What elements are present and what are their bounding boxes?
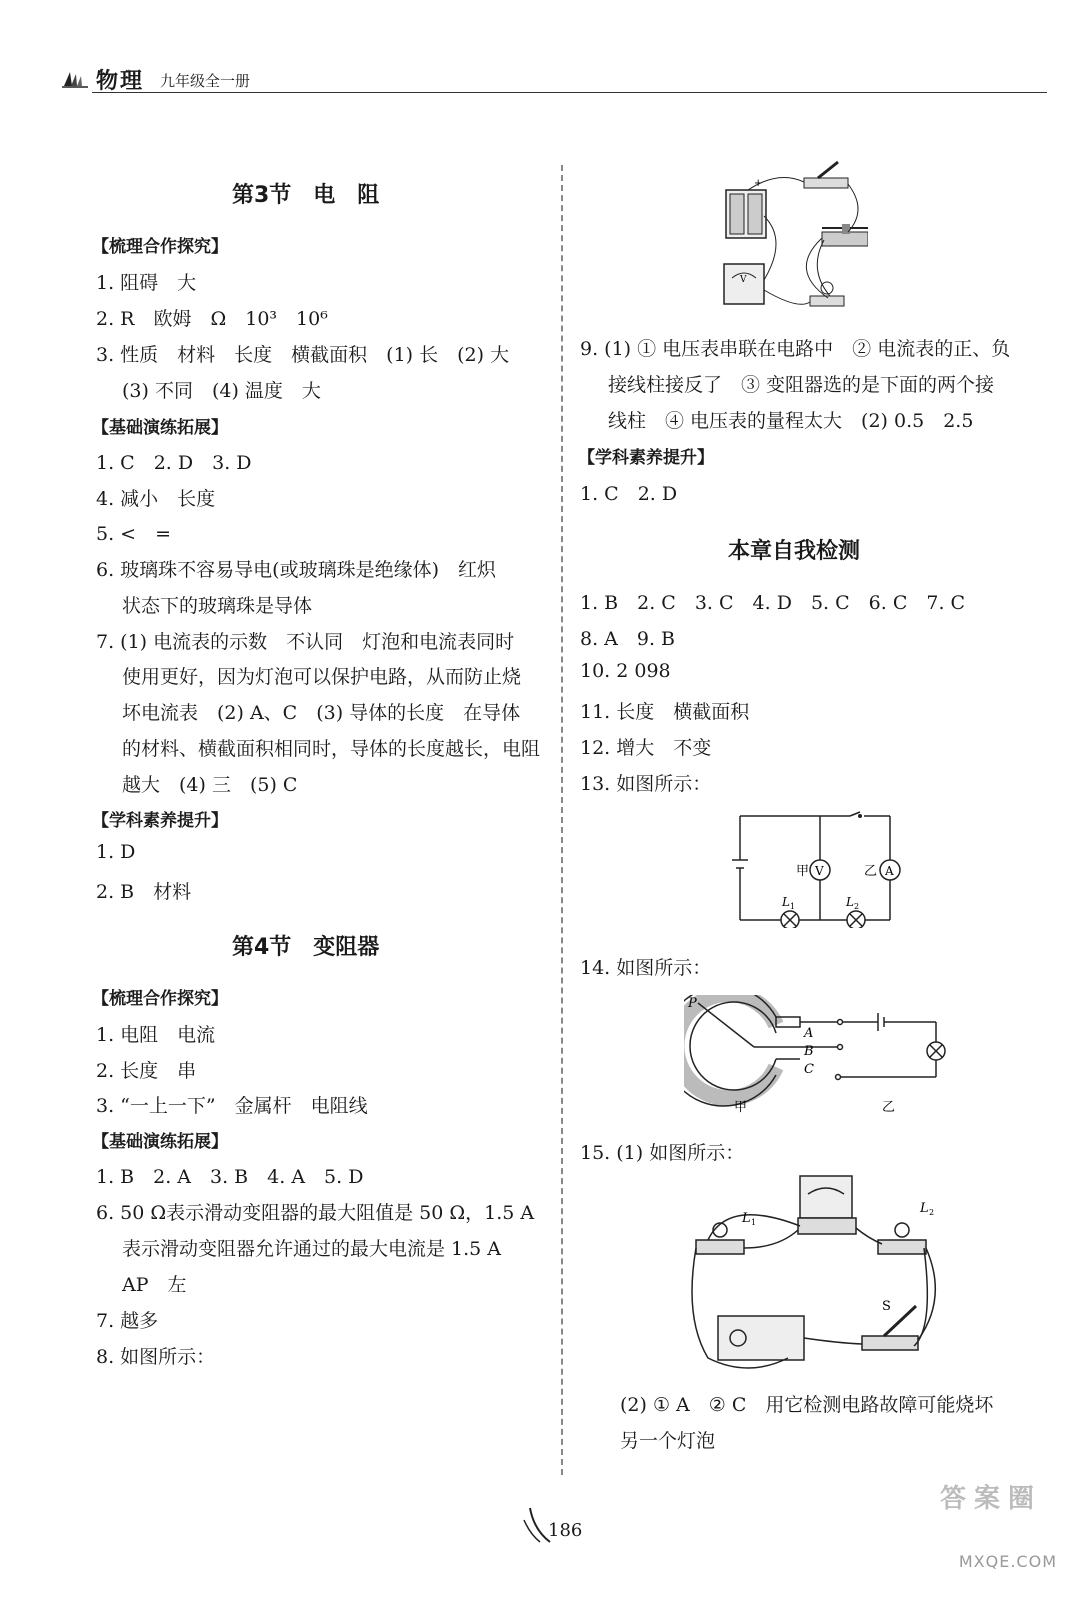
section-4-tag-1: 【梳理合作探究】 (92, 989, 228, 1009)
answer-line: 2. 长度 串 (96, 1060, 197, 1082)
answer-line: 6. 50 Ω表示滑动变阻器的最大阻值是 50 Ω，1.5 A (96, 1202, 535, 1224)
answer-line: 1. C 2. D 3. D (96, 452, 252, 474)
figure-14-circuit (684, 995, 954, 1115)
jia-label: 甲 (734, 1100, 748, 1115)
answer-line: (2) ① A ② C 用它检测电路故障可能烧坏 (620, 1394, 994, 1416)
answer-line: 状态下的玻璃珠是导体 (122, 595, 313, 617)
watermark-url: MXQE.COM (958, 1552, 1057, 1571)
ammeter-symbol: A (885, 864, 894, 878)
chapter-test-title: 本章自我检测 (728, 539, 861, 564)
answer-line: 线柱 ④ 电压表的量程太大 (2) 0.5 2.5 (608, 410, 974, 432)
answer-line: (3) 不同 (4) 温度 大 (122, 380, 321, 402)
yi-label: 乙 (864, 864, 878, 879)
answer-line: 1. 电阻 电流 (96, 1024, 216, 1046)
l2-label: L (846, 895, 854, 909)
figure-13-circuit (730, 808, 910, 928)
answer-line: 13. 如图所示： (580, 773, 712, 795)
section-3-tag-2: 【基础演练拓展】 (92, 418, 228, 438)
answer-line: 1. 阻碍 大 (96, 272, 197, 294)
answer-line: AP 左 (122, 1274, 187, 1296)
answer-line: 6. 玻璃珠不容易导电(或玻璃珠是绝缘体) 红炽 (96, 559, 496, 581)
l1-sub: 1 (751, 1218, 757, 1227)
answer-line: 1. D (96, 841, 136, 863)
b-label: B (804, 1044, 814, 1059)
answer-line: 8. 如图所示： (96, 1346, 216, 1368)
l1-label: L (742, 1211, 751, 1226)
column-divider (561, 165, 563, 1475)
answer-line: 另一个灯泡 (620, 1430, 716, 1452)
book-logo-icon (62, 68, 88, 90)
answer-line: 表示滑动变阻器允许通过的最大电流是 1.5 A (122, 1238, 502, 1260)
l1-label: L (782, 895, 790, 909)
answer-line: 7. 越多 (96, 1310, 159, 1332)
answer-line: 1. C 2. D (580, 483, 678, 505)
answer-line: 3. “一上一下” 金属杆 电阻线 (96, 1095, 368, 1117)
answer-line: 使用更好，因为灯泡可以保护电路，从而防止烧 (122, 666, 522, 688)
jia-label: 甲 (796, 864, 810, 879)
answer-line: 2. B 材料 (96, 881, 192, 903)
switch-label: S (882, 1299, 891, 1314)
answer-line: 的材料、横截面积相同时，导体的长度越长，电阻 (122, 738, 541, 760)
answer-line: 1. B 2. A 3. B 4. A 5. D (96, 1166, 364, 1188)
section-4-title: 第4节 变阻器 (232, 935, 380, 960)
answer-line: 8. A 9. B (580, 628, 676, 650)
svg-text:V: V (740, 275, 747, 285)
right-tag-1: 【学科素养提升】 (578, 448, 714, 468)
l2-sub: 2 (929, 1208, 935, 1217)
l2-sub: 2 (854, 902, 860, 911)
section-4-tag-2: 【基础演练拓展】 (92, 1132, 228, 1152)
p-label: P (688, 996, 697, 1011)
answer-line: 4. 减小 长度 (96, 488, 216, 510)
page-header (62, 62, 1047, 96)
l1-sub: 1 (790, 902, 796, 911)
subject-title: 物理 (96, 69, 145, 94)
section-3-title: 第3节 电 阻 (232, 183, 380, 208)
answer-line: 11. 长度 横截面积 (580, 701, 750, 723)
section-3-tag-1: 【梳理合作探究】 (92, 237, 228, 257)
page-number: 186 (548, 1520, 583, 1541)
yi-label: 乙 (882, 1100, 896, 1115)
a-label: A (804, 1026, 814, 1041)
answer-line: 10. 2 098 (580, 660, 671, 682)
answer-line: 2. R 欧姆 Ω 10³ 10⁶ (96, 308, 328, 330)
answer-line: 7. (1) 电流表的示数 不认同 灯泡和电流表同时 (96, 631, 515, 653)
answer-line: 3. 性质 材料 长度 横截面积 (1) 长 (2) 大 (96, 344, 510, 366)
answer-line: 15. (1) 如图所示： (580, 1142, 745, 1164)
figure-15-circuit (688, 1168, 958, 1378)
answer-line: 5. < = (96, 523, 172, 545)
voltmeter-symbol: V (815, 864, 824, 878)
grade-label: 九年级全一册 (160, 72, 251, 90)
answer-line: 接线柱接反了 ③ 变阻器选的是下面的两个接 (608, 374, 995, 396)
answer-line: 14. 如图所示： (580, 957, 712, 979)
answer-line: 越大 (4) 三 (5) C (122, 774, 298, 796)
answer-line: 9. (1) ① 电压表串联在电路中 ② 电流表的正、负 (580, 338, 1011, 360)
answer-line: 12. 增大 不变 (580, 737, 712, 759)
c-label: C (804, 1062, 814, 1077)
answer-line: 坏电流表 (2) A、C (3) 导体的长度 在导体 (122, 702, 521, 724)
section-3-tag-3: 【学科素养提升】 (92, 811, 228, 831)
figure-8-circuit (718, 160, 868, 330)
svg-text:+: + (754, 178, 763, 189)
l2-label: L (920, 1201, 929, 1216)
answer-line: 1. B 2. C 3. C 4. D 5. C 6. C 7. C (580, 592, 966, 614)
watermark-logo: 答案圈 (939, 1484, 1042, 1514)
header-rule (92, 92, 1047, 93)
